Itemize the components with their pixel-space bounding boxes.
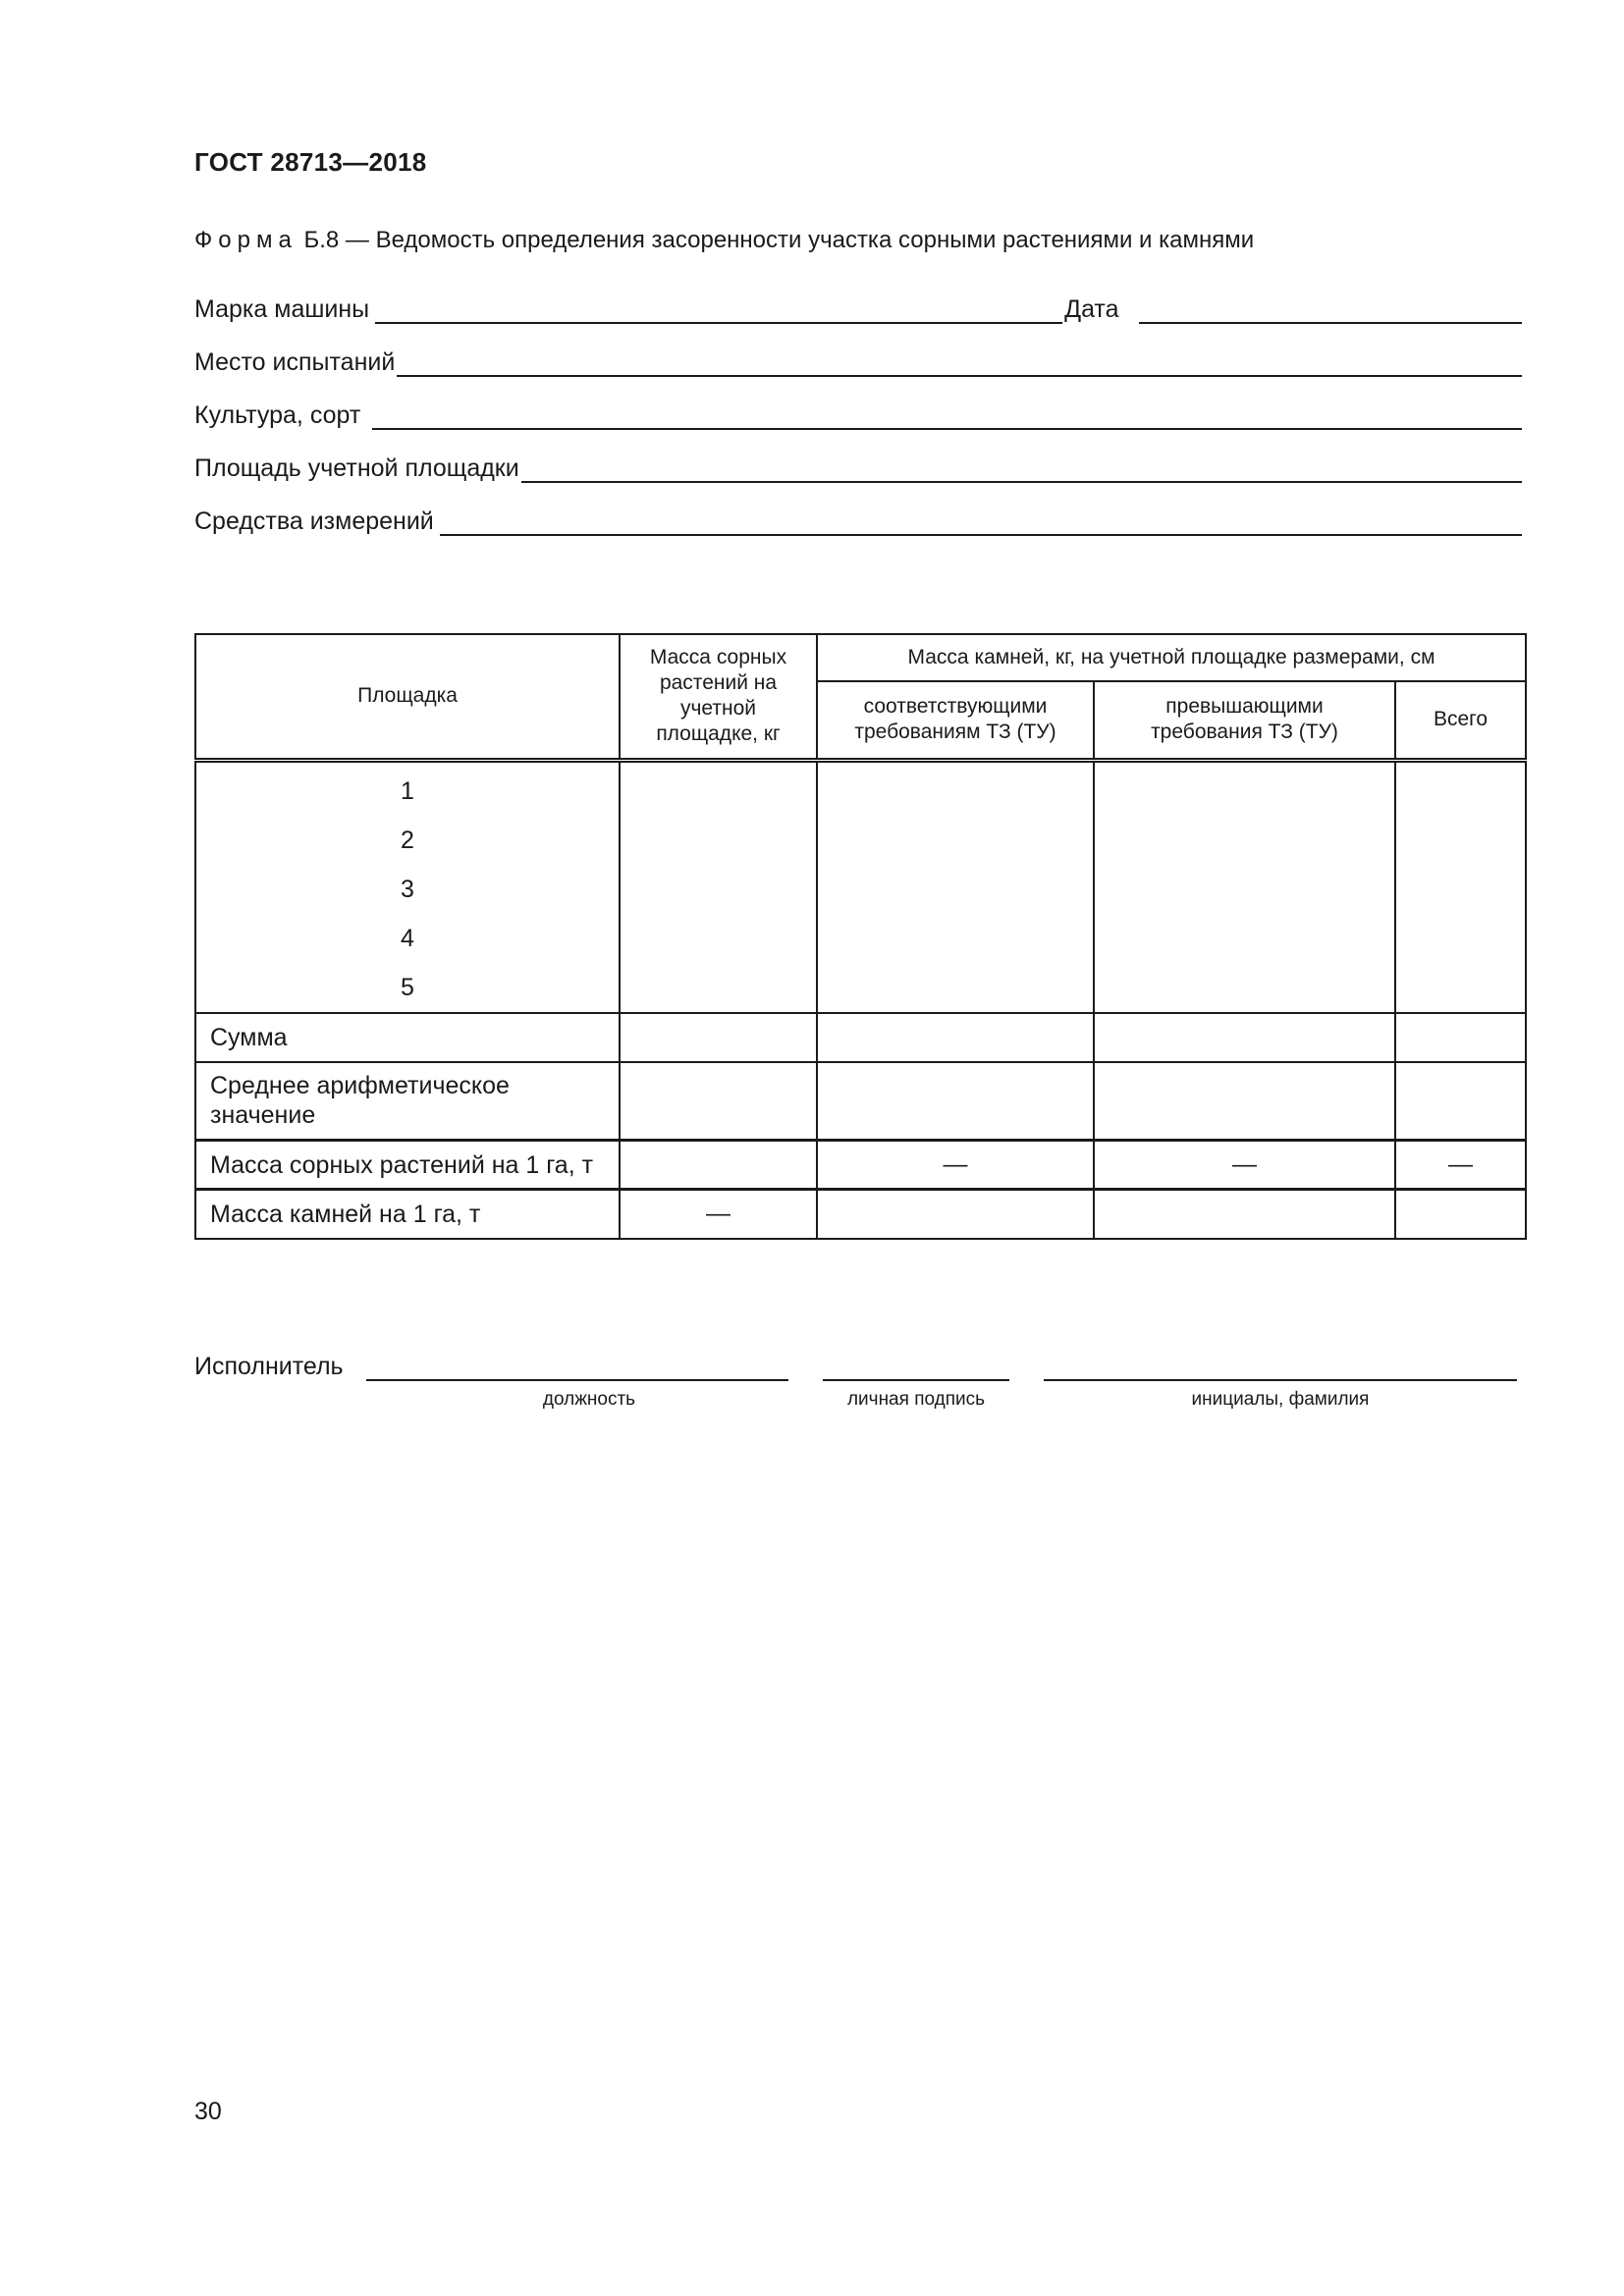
site-numbers-cell	[195, 760, 620, 1013]
col-total-header: Всего	[1395, 681, 1526, 760]
table-cell[interactable]	[817, 1062, 1094, 1141]
table-cell[interactable]	[1094, 760, 1395, 1013]
dash-cell: —	[1395, 1141, 1526, 1190]
table-cell[interactable]	[1395, 1013, 1526, 1062]
table-cell[interactable]	[1395, 760, 1526, 1013]
page-number: 30	[194, 2098, 222, 2125]
table-cell[interactable]	[817, 1190, 1094, 1239]
table-cell[interactable]	[1395, 1190, 1526, 1239]
signature-name-line[interactable]	[1044, 1379, 1517, 1381]
dash-cell: —	[1094, 1141, 1395, 1190]
field-crop-row	[194, 397, 1522, 430]
field-date-label: Дата	[1064, 295, 1119, 323]
row-mean-label: Среднее арифметическое значение	[195, 1062, 620, 1141]
table-row-mean	[195, 1062, 1526, 1141]
field-place-label: Место испытаний	[194, 348, 396, 376]
col-stones-header: Масса камней, кг, на учетной площадке размерами, см	[817, 634, 1526, 681]
col-exceed-header: превышающими требования ТЗ (ТУ)	[1094, 681, 1395, 760]
field-crop-label: Культура, сорт	[194, 401, 361, 429]
field-machine-row	[194, 291, 1522, 324]
field-instruments-row	[194, 503, 1522, 536]
form-prefix: Форма	[194, 227, 298, 253]
field-crop-line[interactable]	[372, 400, 1522, 430]
table-row-sum	[195, 1013, 1526, 1062]
signature-position-caption: должность	[542, 1389, 636, 1410]
row-sum-label: Сумма	[195, 1013, 620, 1062]
signature-sign-caption: личная подпись	[846, 1389, 986, 1410]
col-conform-header: соответствующими требованиям ТЗ (ТУ)	[817, 681, 1094, 760]
field-area-label: Площадь учетной площадки	[194, 454, 519, 482]
field-machine-label: Марка машины	[194, 295, 370, 323]
row-weeds-ha-label: Масса сорных растений на 1 га, т	[195, 1141, 620, 1190]
table-row-sites	[195, 760, 1526, 1013]
col-site-header: Площадка	[195, 634, 620, 760]
form-title	[194, 227, 1254, 254]
table-cell[interactable]	[1395, 1062, 1526, 1141]
field-machine-line[interactable]	[375, 294, 1062, 324]
site-number: 3	[401, 875, 414, 903]
field-place-row	[194, 344, 1522, 377]
site-number: 1	[401, 776, 414, 805]
table-cell[interactable]	[1094, 1062, 1395, 1141]
dash-cell: —	[817, 1141, 1094, 1190]
table-row-stones-ha	[195, 1190, 1526, 1239]
document-header: ГОСТ 28713—2018	[194, 147, 427, 177]
site-number: 5	[401, 973, 414, 1001]
table-cell[interactable]	[620, 760, 817, 1013]
data-table	[194, 633, 1527, 1240]
field-area-line[interactable]	[521, 454, 1522, 483]
field-instruments-line[interactable]	[440, 507, 1522, 536]
field-instruments-label: Средства измерений	[194, 507, 434, 535]
field-date-line[interactable]	[1139, 294, 1523, 324]
col-weeds-header: Масса сорных растений на учетной площадке, кг	[620, 634, 817, 760]
signature-sign-line[interactable]	[823, 1379, 1009, 1381]
signature-position-line[interactable]	[366, 1379, 788, 1381]
site-number: 2	[401, 826, 414, 854]
table-row-weeds-ha	[195, 1141, 1526, 1190]
row-stones-ha-label: Масса камней на 1 га, т	[195, 1190, 620, 1239]
dash-cell: —	[620, 1190, 817, 1239]
table-cell[interactable]	[620, 1013, 817, 1062]
field-area-row	[194, 450, 1522, 483]
table-cell[interactable]	[620, 1141, 817, 1190]
table-cell[interactable]	[817, 1013, 1094, 1062]
site-number: 4	[401, 924, 414, 952]
signature-name-caption: инициалы, фамилия	[1191, 1389, 1370, 1410]
table-cell[interactable]	[1094, 1190, 1395, 1239]
table-cell[interactable]	[817, 760, 1094, 1013]
form-title-text: Б.8 — Ведомость определения засоренности участка сорными растениями и камнями	[303, 227, 1255, 253]
signature-label: Исполнитель	[194, 1353, 344, 1380]
field-place-line[interactable]	[397, 347, 1522, 377]
table-cell[interactable]	[620, 1062, 817, 1141]
table-cell[interactable]	[1094, 1013, 1395, 1062]
